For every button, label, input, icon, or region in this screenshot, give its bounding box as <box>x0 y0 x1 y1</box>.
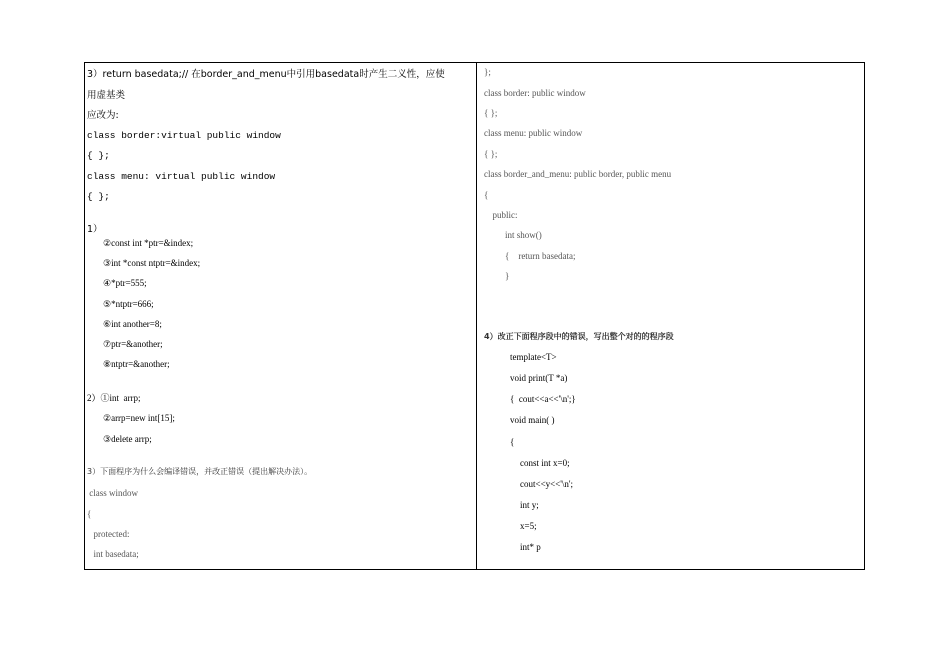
section-2-item: 2）①int arrp; <box>87 393 141 403</box>
code-line: { <box>87 509 92 519</box>
code-line: cout<<y<<'\n'; <box>520 479 574 489</box>
section-2-item: ②arrp=new int[15]; <box>103 413 175 423</box>
question-3-text: 3）下面程序为什么会编译错误，并改正错误（提出解决办法）。 <box>87 467 313 476</box>
answer-3-line-1: 3）return basedata;// 在border_and_menu中引用basedata时产生二义性，应使 <box>87 69 445 80</box>
code-line: class menu: public window <box>484 128 583 138</box>
section-1-item: ②const int *ptr=&index; <box>103 238 194 248</box>
section-2-item: ③delete arrp; <box>103 434 152 444</box>
section-1-item: ③int *const ntptr=&index; <box>103 258 201 268</box>
code-line: class border_and_menu: public border, public menu <box>484 169 672 179</box>
section-1-item: ④*ptr=555; <box>103 278 147 288</box>
answer-3-line-2: 用虚基类 <box>87 90 126 101</box>
code-line: }; <box>484 67 491 77</box>
section-1-item: ⑤*ntptr=666; <box>103 299 154 309</box>
code-line: protected: <box>89 529 130 539</box>
code-line: { cout<<a<<'\n';} <box>510 394 576 404</box>
code-line: int y; <box>520 500 539 510</box>
right-cell <box>477 63 865 569</box>
code-line: { }; <box>87 191 110 202</box>
code-line: { }; <box>87 150 110 161</box>
code-line: class menu: virtual public window <box>87 171 276 182</box>
code-line: { }; <box>484 149 498 159</box>
code-line: int* p <box>520 542 541 552</box>
code-line: { <box>484 190 489 200</box>
code-line: { <box>510 437 515 447</box>
question-4-text: 4）改正下面程序段中的错误，写出整个对的的程序段 <box>484 332 674 341</box>
code-line: int basedata; <box>89 549 139 559</box>
code-line: { }; <box>484 108 498 118</box>
left-cell <box>85 63 475 569</box>
code-line: template<T> <box>510 352 557 362</box>
section-1-item: ⑦ptr=&another; <box>103 339 163 349</box>
code-line: class border:virtual public window <box>87 130 281 141</box>
section-1-label: 1） <box>87 224 103 235</box>
section-1-item: ⑧ntptr=&another; <box>103 359 170 369</box>
code-line: public: <box>488 210 518 220</box>
code-line: x=5; <box>520 521 537 531</box>
code-line: const int x=0; <box>520 458 570 468</box>
section-1-item: ⑥int another=8; <box>103 319 162 329</box>
code-line: class window <box>87 488 138 498</box>
code-line: { return basedata; <box>496 251 576 261</box>
code-line: } <box>496 271 510 281</box>
code-line: int show() <box>496 230 542 240</box>
code-line: void print(T *a) <box>510 373 568 383</box>
code-line: class border: public window <box>484 88 586 98</box>
answer-table <box>84 62 865 570</box>
fix-heading: 应改为: <box>87 110 119 121</box>
code-line: void main( ) <box>510 415 555 425</box>
